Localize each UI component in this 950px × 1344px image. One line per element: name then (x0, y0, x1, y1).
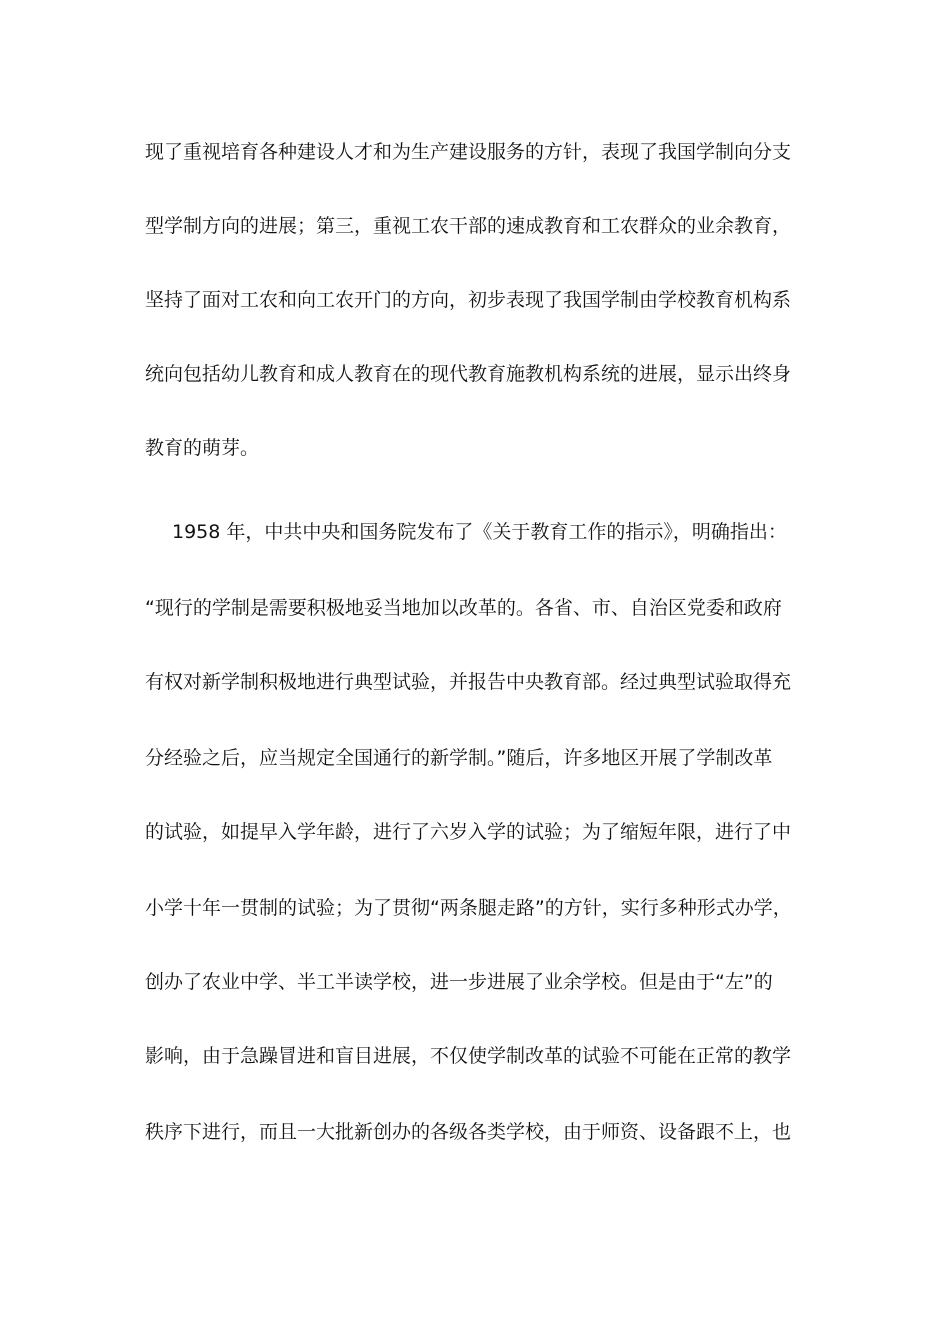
text-line: 的试验，如提早入学年龄，进行了六岁入学的试验；为了缩短年限，进行了中 (145, 821, 792, 843)
text-line: 现了重视培育各种建设人才和为生产建设服务的方针，表现了我国学制向分支 (145, 141, 792, 163)
text-line: 统向包括幼儿教育和成人教育在的现代教育施教机构系统的进展，显示出终身 (145, 363, 792, 385)
text-line: 坚持了面对工农和向工农开门的方向，初步表现了我国学制由学校教育机构系 (145, 289, 792, 311)
text-line: 小学十年一贯制的试验；为了贯彻“两条腿走路”的方针，实行多种形式办学， (145, 897, 792, 919)
text-line: 型学制方向的进展；第三，重视工农干部的速成教育和工农群众的业余教育， (145, 215, 792, 237)
text-line: 创办了农业中学、半工半读学校，进一步进展了业余学校。但是由于“左”的 (145, 971, 773, 993)
text-line: 分经验之后，应当规定全国通行的新学制。”随后，许多地区开展了学制改革 (145, 747, 773, 769)
text-line: 影响，由于急躁冒进和盲目进展，不仅使学制改革的试验不可能在正常的教学 (145, 1045, 792, 1067)
text-line: “现行的学制是需要积极地妥当地加以改革的。各省、市、自治区党委和政府 (145, 597, 782, 619)
paragraph-start-line: 1958 年，中共中央和国务院发布了《关于教育工作的指示》，明确指出： (172, 521, 787, 543)
text-line: 教育的萌芽。 (145, 437, 260, 459)
text-line: 有权对新学制积极地进行典型试验，并报告中央教育部。经过典型试验取得充 (145, 671, 792, 693)
text-line: 秩序下进行，而且一大批新创办的各级各类学校，由于师资、设备跟不上，也 (145, 1121, 792, 1143)
